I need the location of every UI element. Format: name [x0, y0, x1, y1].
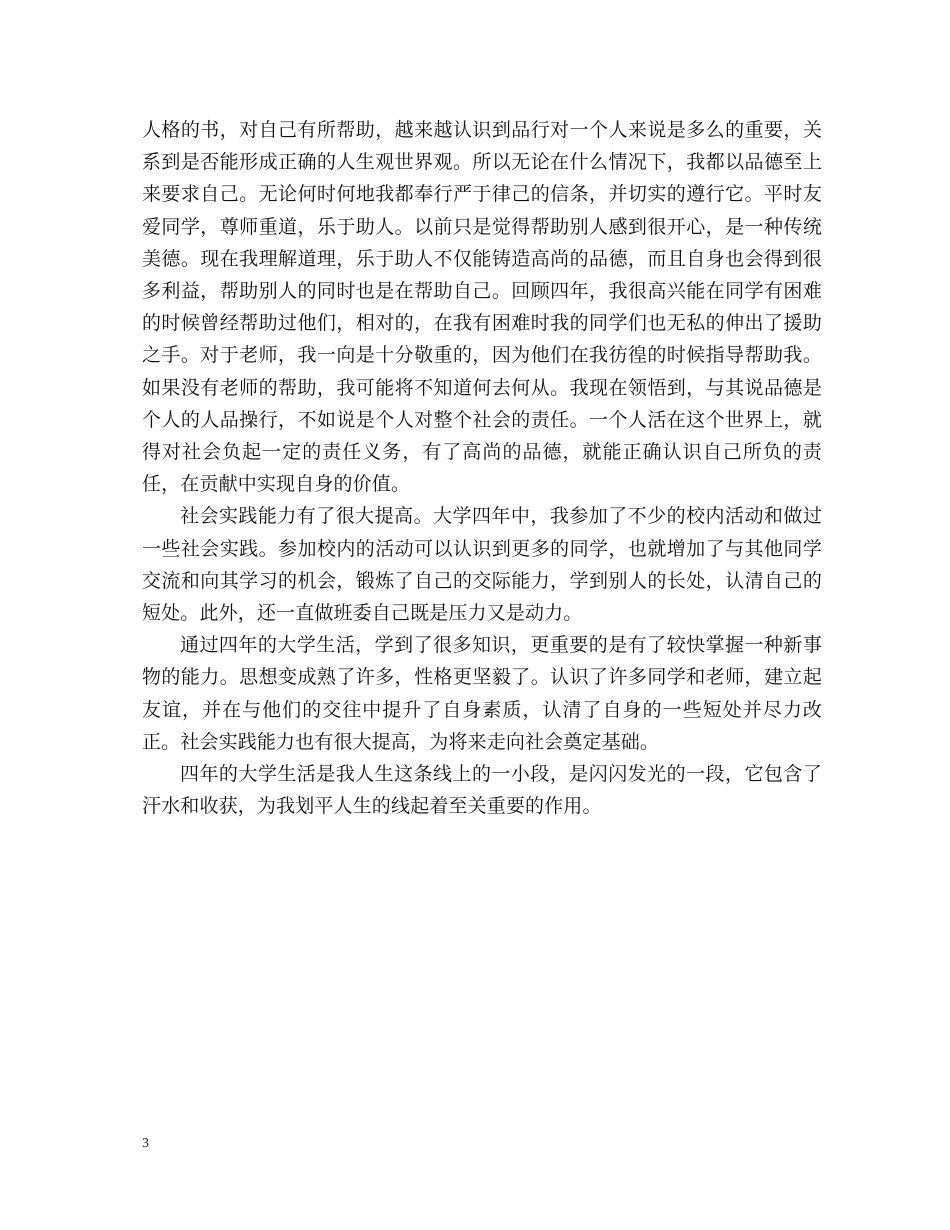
page-number: 3	[142, 1136, 149, 1151]
paragraph-3: 通过四年的大学生活，学到了很多知识，更重要的是有了较快掌握一种新事物的能力。思想变成熟了许多，性格更坚毅了。认识了许多同学和老师，建立起友谊，并在与他们的交往中提升了自身素质，认清了自身的一些短处并尽力改正。社会实践能力也有很大提高，为将来走向社会奠定基础。	[142, 634, 822, 753]
paragraph-4: 四年的大学生活是我人生这条线上的一小段，是闪闪发光的一段，它包含了汗水和收获，为我划平人生的线起着至关重要的作用。	[142, 763, 822, 818]
paragraph-1: 人格的书，对自己有所帮助，越来越认识到品行对一个人来说是多么的重要，关系到是否能形成正确的人生观世界观。所以无论在什么情况下，我都以品德至上来要求自己。无论何时何地我都奉行严于律己的信条，并切实的遵行它。平时友爱同学，尊师重道，乐于助人。以前只是觉得帮助别人感到很开心，是一种传统美德。现在我理解道理，乐于助人不仅能铸造高尚的品德，而且自身也会得到很多利益，帮助别人的同时也是在帮助自己。回顾四年，我很高兴能在同学有困难的时候曾经帮助过他们，相对的，在我有困难时我的同学们也无私的伸出了援助之手。对于老师，我一向是十分敬重的，因为他们在我彷徨的时候指导帮助我。如果没有老师的帮助，我可能将不知道何去何从。我现在领悟到，与其说品德是个人的人品操行，不如说是个人对整个社会的责任。一个人活在这个世界上，就得对社会负起一定的责任义务，有了高尚的品德，就能正确认识自己所负的责任，在贡献中实现自身的价值。	[142, 119, 822, 496]
paragraph-2: 社会实践能力有了很大提高。大学四年中，我参加了不少的校内活动和做过一些社会实践。参加校内的活动可以认识到更多的同学，也就增加了与其他同学交流和向其学习的机会，锻炼了自己的交际能力，学到别人的长处，认清自己的短处。此外，还一直做班委自己既是压力又是动力。	[142, 505, 822, 625]
document-body	[142, 114, 822, 822]
